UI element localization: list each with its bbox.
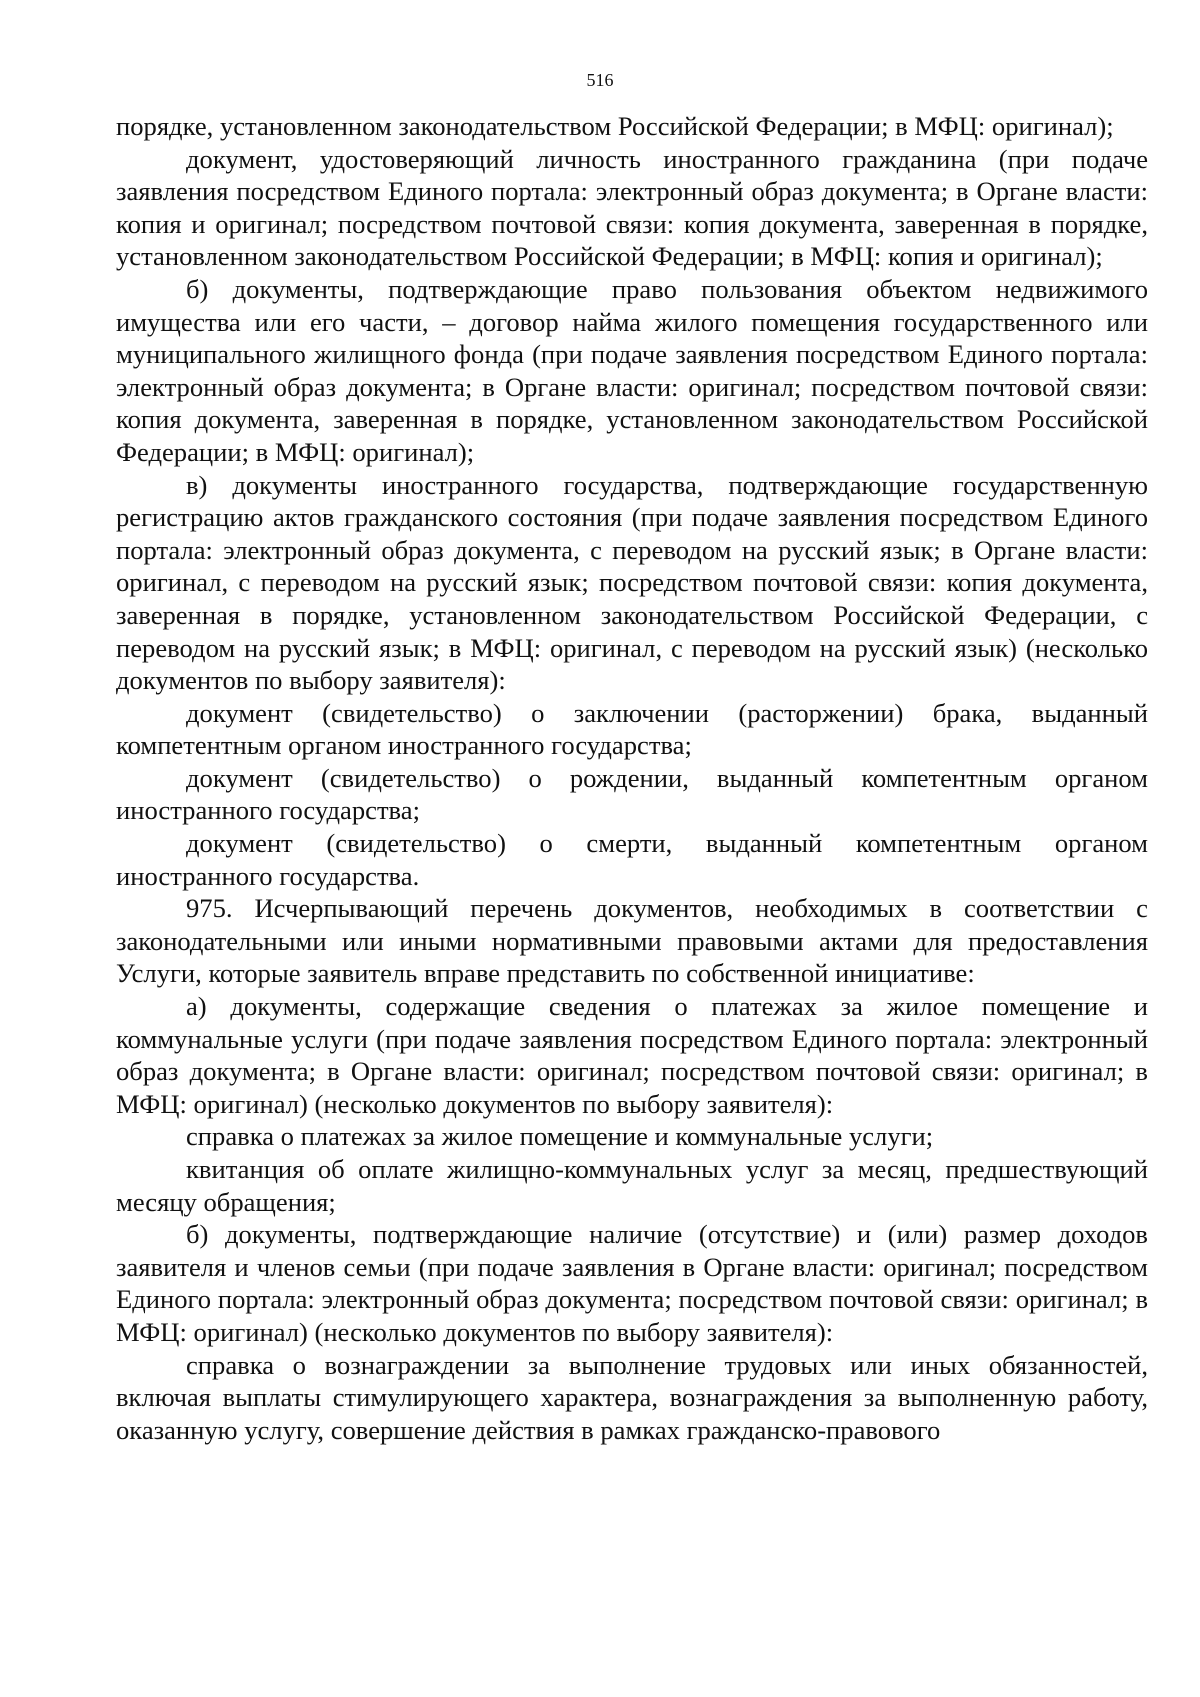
paragraph-10: справка о платежах за жилое помещение и коммунальные услуги;	[186, 1121, 934, 1152]
paragraph-2: документ, удостоверяющий личность иностранного гражданина (при подаче заявления посредством Единого портала: электронный образ документа; в Органе власти: копия и оригинал; посредством почтовой связи: копия документа, заверенная в порядке, установленном законодательством Российской Федерации; в МФЦ: копия и оригинал);	[116, 143, 1148, 272]
paragraph-12: б) документы, подтверждающие наличие (отсутствие) и (или) размер доходов заявителя и членов семьи (при подаче заявления в Органе власти: оригинал; посредством Единого портала: электронный образ документа; посредством почтовой связи: оригинал; в МФЦ: оригинал) (несколько документов по выбору заявителя):	[116, 1219, 1148, 1347]
paragraph-1: порядке, установленном законодательством Российской Федерации; в МФЦ: оригинал);	[116, 111, 1114, 141]
document-body	[116, 110, 1148, 1446]
paragraph-7: документ (свидетельство) о смерти, выданный компетентным органом иностранного государства.	[116, 828, 1148, 891]
paragraph-4: в) документы иностранного государства, подтверждающие государственную регистрацию актов гражданского состояния (при подаче заявления посредством Единого портала: электронный образ документа, с переводом на русский язык; в Органе власти: оригинал, с переводом на русский язык; посредством почтовой связи: копия документа, заверенная в порядке, установленном законодательством Российской Федерации, с переводом на русский язык; в МФЦ: оригинал, с переводом на русский язык) (несколько документов по выбору заявителя):	[116, 469, 1148, 696]
paragraph-11: квитанция об оплате жилищно-коммунальных услуг за месяц, предшествующий месяцу обращения;	[116, 1154, 1148, 1217]
paragraph-5: документ (свидетельство) о заключении (расторжении) брака, выданный компетентным органом иностранного государства;	[116, 697, 1148, 761]
page-number: 516	[586, 70, 614, 90]
paragraph-6: документ (свидетельство) о рождении, выданный компетентным органом иностранного государства;	[116, 762, 1148, 826]
paragraph-13: справка о вознаграждении за выполнение трудовых или иных обязанностей, включая выплаты стимулирующего характера, вознаграждения за выполненную работу, оказанную услугу, совершение действия в рамках гражданско-правового	[116, 1349, 1148, 1445]
paragraph-3: б) документы, подтверждающие право пользования объектом недвижимого имущества или его части, – договор найма жилого помещения государственного или муниципального жилищного фонда (при подаче заявления посредством Единого портала: электронный образ документа; в Органе власти: оригинал; посредством почтовой связи: копия документа, заверенная в порядке, установленном законодательством Российской Федерации; в МФЦ: оригинал);	[116, 273, 1148, 467]
paragraph-9: а) документы, содержащие сведения о платежах за жилое помещение и коммунальные услуги (при подаче заявления посредством Единого портала: электронный образ документа; в Органе власти: оригинал; посредством почтовой связи: оригинал; в МФЦ: оригинал) (несколько документов по выбору заявителя):	[116, 991, 1148, 1119]
paragraph-8: 975. Исчерпывающий перечень документов, необходимых в соответствии с законодательными или иными нормативными правовыми актами для предоставления Услуги, которые заявитель вправе представить по собственной инициативе:	[116, 893, 1148, 989]
